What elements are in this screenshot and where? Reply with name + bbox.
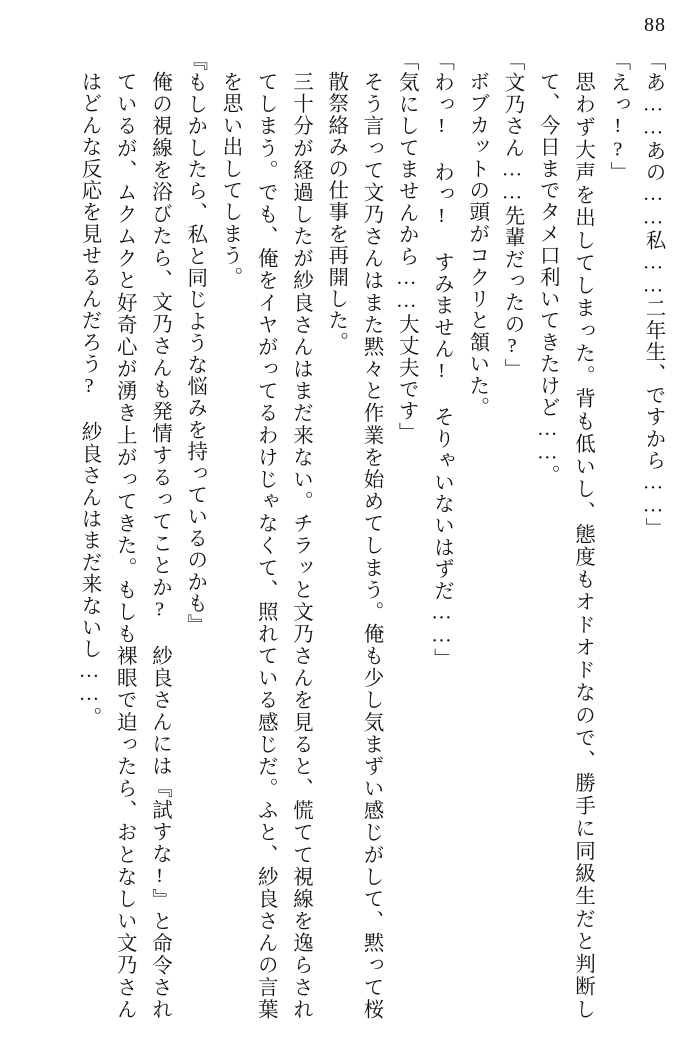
paragraph: そう言って文乃さんはまた黙々と作業を始めてしまう。俺も少し気まずい感じがして、黙って桜散祭絡みの仕事を再開した。 [324, 71, 382, 1020]
paragraph: 「文乃さん……先輩だったの?」 [501, 50, 523, 380]
paragraph: 俺の視線を浴びたら、文乃さんも発情するってことか? 紗良さんには『試すな!』と命令されているが、ムクムクと好奇心が湧き上がってきた。もしも裸眼で迫ったら、おとなしい文乃さんはどんな反応を見せるんだろう? 紗良さんはまだ来ないし……。 [78, 71, 171, 1020]
paragraph: 『もしかしたら、私と同じような悩みを持っているのかも』 [183, 50, 206, 636]
paragraph: 「気にしてませんから……大丈夫です」 [395, 50, 418, 444]
paragraph: 三十分が経過したが紗良さんはまだ来ない。チラッと文乃さんを見ると、慌てて視線を逸らされてしまう。でも、俺をイヤがってるわけじゃなくて、照れている感じだ。ふと、紗良さんの言葉を思い出してしまう。 [219, 71, 312, 1020]
paragraph: 「あ……あの……私……二年生、ですから……」 [642, 50, 664, 540]
paragraph: 「わっ! わっ! すみません! そりゃいないはずだ……」 [430, 50, 453, 670]
page-number: 88 [644, 14, 666, 36]
paragraph: ボブカットの頭がコクリと頷いた。 [465, 71, 488, 419]
paragraph: 思わず大声を出してしまった。背も低いし、態度もオドオドなので、勝手に同級生だと判断して、今日までタメ口利いてきたけど……。 [536, 71, 594, 1020]
page-body-text [30, 50, 670, 1020]
paragraph: 「えっ!?」 [606, 50, 629, 184]
